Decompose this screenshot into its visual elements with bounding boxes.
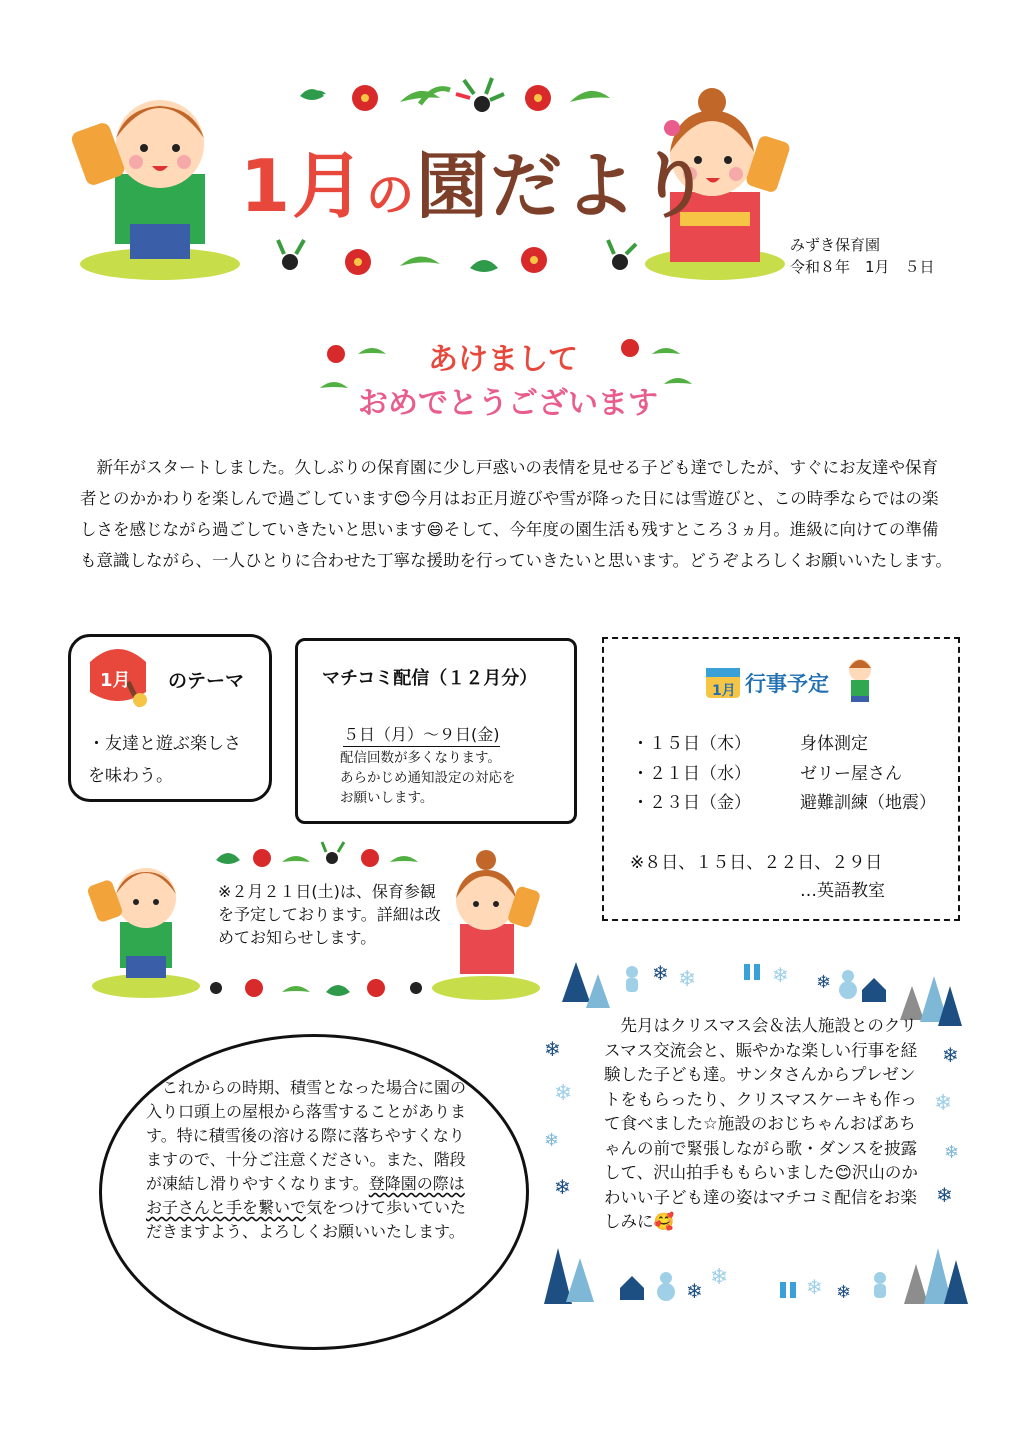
snowflake-icon [554, 1081, 572, 1106]
theme-badge-text: 1月 [100, 670, 131, 691]
snowflake-icon [936, 1183, 953, 1207]
snow-notice-emphasis: 登降園の際はお子さんと手を繋いで [146, 1174, 465, 1217]
hagoita-icon [410, 982, 422, 994]
plum-flower-icon [327, 345, 345, 363]
boy-kimono-illustration [86, 868, 200, 998]
snowflake-icon [710, 1265, 728, 1290]
snowflake-icon [836, 1282, 851, 1303]
snowflake-icon [934, 1091, 952, 1116]
snowflake-icon [686, 1279, 703, 1303]
bamboo-icon [400, 89, 450, 104]
pine-icon [326, 985, 350, 996]
plum-flower-icon [345, 249, 371, 275]
bamboo-icon [400, 256, 440, 266]
boy-kimono-illustration [70, 100, 240, 280]
child-icon [842, 656, 878, 704]
bamboo-icon [282, 986, 310, 992]
snow-notice-part-a: これからの時期、積雪となった場合に園の入り口頭上の屋根から落雪することがあります。特に積雪後の溶ける際に落ちやすくなりますので、十分ご注意ください。また、階段が凍結し滑りやすくなります。 [146, 1078, 467, 1193]
present-icon [780, 1282, 796, 1298]
plum-flower-icon [521, 247, 547, 273]
svg-text:❄: ❄ [944, 1142, 960, 1163]
org-block [790, 234, 935, 278]
christmas-tree-icon [944, 1260, 968, 1304]
event-row [632, 760, 936, 790]
bamboo-icon [320, 382, 348, 388]
title-month: 月 [292, 144, 367, 228]
plum-flower-icon [352, 85, 378, 111]
title-month-number: 1 [240, 144, 293, 228]
event-date: ・２１日（水） [632, 763, 751, 784]
theme-text: ・友達と遊ぶ楽しさ を味わう。 [88, 734, 258, 786]
machicomi-note-line-1: 配信回数が多くなります。 [340, 750, 501, 766]
svg-text:❄: ❄ [686, 1279, 703, 1303]
snowflake-icon [544, 1130, 559, 1151]
bamboo-icon [282, 856, 310, 862]
svg-text:❄: ❄ [652, 961, 669, 985]
christmas-tree-icon [566, 1258, 594, 1302]
greeting-line-2: おめでとうございます [358, 386, 658, 421]
snowflake-icon [554, 1175, 571, 1199]
issue-date: 令和８年 1月 ５日 [790, 258, 935, 276]
machicomi-note-line-3: お願いします。 [340, 790, 434, 806]
gingerbread-icon [874, 1272, 886, 1298]
svg-text:❄: ❄ [806, 1275, 823, 1299]
plum-flower-icon [253, 849, 271, 867]
machicomi-title: マチコミ配信（１２月分） [322, 668, 538, 689]
girl-kimono-illustration [432, 850, 541, 1000]
plum-flower-icon [245, 979, 263, 997]
event-name: 身体測定 [800, 734, 868, 754]
feb-notice: ※２月２１日(土)は、保育参観を予定しております。詳細は改めてお知らせします。 [218, 882, 441, 947]
svg-text:❄: ❄ [554, 1081, 573, 1106]
bamboo-icon [390, 856, 418, 862]
house-icon [620, 1276, 644, 1300]
svg-text:❄: ❄ [936, 1183, 953, 1207]
plum-flower-icon [361, 849, 379, 867]
title-particle: の [366, 167, 417, 223]
plum-flower-icon [621, 339, 639, 357]
bamboo-icon [664, 378, 692, 384]
gingerbread-icon [626, 966, 638, 992]
events-note-english: …英語教室 [800, 881, 885, 901]
machicomi-note-line-2: あらかじめ通知設定の対応を [340, 770, 516, 786]
svg-text:❄: ❄ [816, 972, 832, 993]
snow-notice-part-c: 気をつけて歩いていただきますよう、よろしくお願いいたします。 [146, 1198, 467, 1241]
greeting-line-1: あけまして [428, 342, 578, 377]
intro-paragraph: 新年がスタートしました。久しぶりの保育園に少し戸惑いの表情を見せる子ども達でしたが、すぐにお友達や保育者とのかかわりを楽しんで過ごしています😊今月はお正月遊びや雪が降った日には雪遊びと、この時季ならではの楽しさを感じながら過ごしていきたいと思います😄そして、今年度の園生活も残すところ３ヵ月。進級に向けての準備も意識しながら、一人ひとりに合わせた丁寧な援助を行っていきたいと思います。どうぞよろしくお願いいたします。 [80, 458, 952, 570]
bamboo-icon [652, 348, 680, 354]
events-note-dates: ※８日、１５日、２２日、２９日 [630, 853, 883, 873]
snowflake-icon [544, 1037, 561, 1061]
svg-text:❄: ❄ [710, 1265, 729, 1290]
org-name: みずき保育園 [790, 236, 881, 254]
event-row [632, 789, 936, 819]
events-list [632, 730, 936, 819]
pine-icon [216, 853, 240, 864]
snowflake-icon [772, 963, 789, 987]
house-icon [862, 978, 886, 1002]
page-title [240, 128, 712, 232]
snowflake-icon [816, 972, 831, 993]
christmas-tree-icon [544, 1248, 572, 1304]
svg-text:❄: ❄ [934, 1091, 953, 1116]
christmas-tree-icon [562, 962, 590, 1002]
event-row [632, 730, 936, 760]
event-date: ・２３日（金） [632, 793, 751, 813]
snowman-icon [839, 970, 857, 999]
hagoita-icon [322, 842, 344, 864]
svg-text:❄: ❄ [836, 1282, 852, 1303]
christmas-report: 先月はクリスマス会＆法人施設とのクリスマス交流会と、賑やかな楽しい行事を経験した子ども達。サンタさんからプレゼントをもらったり、クリスマスケーキも作って食べました☆施設のおじちゃんおばあちゃんの前で緊張しながら歌・ダンスを披露して、沢山拍手ももらいました😊沢山のかわいい子ども達の姿はマチコミ配信をお楽しみに🥰 [604, 1016, 918, 1231]
svg-text:❄: ❄ [544, 1037, 561, 1061]
machicomi-note [340, 748, 516, 808]
svg-text:❄: ❄ [942, 1043, 959, 1067]
snowman-icon [657, 1272, 675, 1301]
title-main: 園だより [416, 144, 713, 228]
plum-flower-icon [367, 979, 385, 997]
hagoita-icon [210, 982, 222, 994]
snowflake-icon [944, 1142, 959, 1163]
snowflake-icon [942, 1043, 959, 1067]
plum-flower-icon [525, 85, 551, 111]
pine-icon [300, 89, 326, 100]
hagoita-icon [456, 78, 504, 112]
snowflake-icon [678, 967, 696, 992]
calendar-icon [704, 662, 742, 700]
hagoita-icon [608, 240, 636, 270]
event-name: ゼリー屋さん [800, 763, 902, 784]
pine-icon [470, 260, 498, 272]
present-icon [744, 964, 760, 980]
christmas-tree-icon [904, 1264, 928, 1304]
svg-text:❄: ❄ [554, 1175, 571, 1199]
snow-notice-text [146, 1076, 476, 1244]
svg-text:❄: ❄ [678, 967, 697, 992]
theme-title: のテーマ [168, 670, 245, 692]
events-badge-text: 1月 [712, 683, 736, 699]
snowflake-icon [652, 961, 669, 985]
theme-badge-icon [82, 642, 154, 712]
event-name: 避難訓練（地震） [800, 793, 936, 813]
christmas-tree-icon [586, 974, 610, 1008]
svg-text:❄: ❄ [544, 1130, 560, 1151]
hagoita-icon [278, 240, 304, 270]
machicomi-dates: ５日（月）～９日(金) [343, 722, 500, 747]
events-title: 行事予定 [745, 672, 829, 696]
bamboo-icon [358, 348, 386, 354]
snowflake-icon [806, 1275, 823, 1299]
bamboo-icon [570, 91, 610, 102]
svg-text:❄: ❄ [772, 963, 789, 987]
event-date: ・１５日（木） [632, 734, 751, 754]
